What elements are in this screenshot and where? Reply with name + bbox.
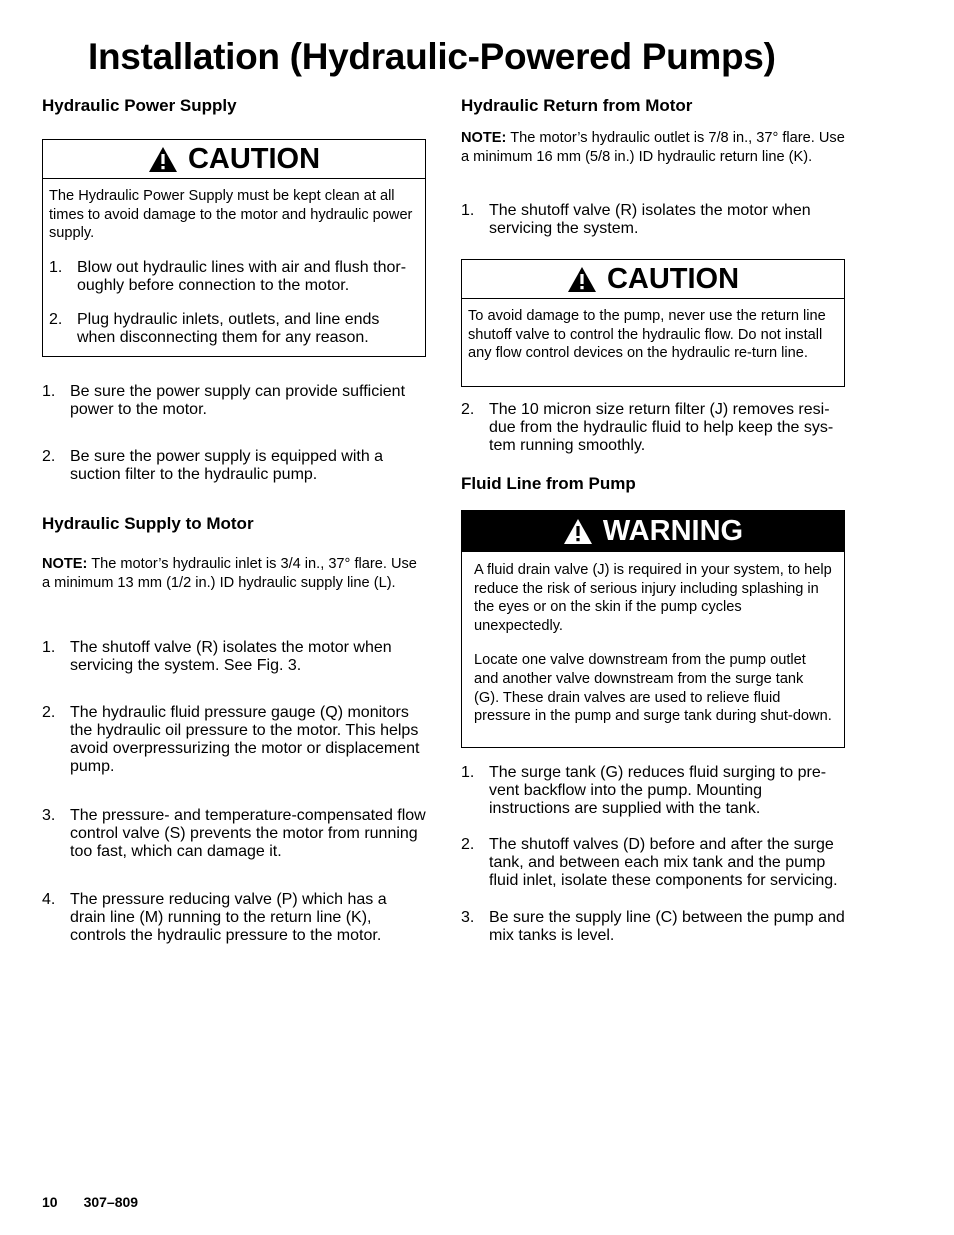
- section-heading-supply-to-motor: Hydraulic Supply to Motor: [42, 514, 254, 533]
- list-item-return-2: 2. The 10 micron size return filter (J) removes resi-due from the hydraulic fluid to help keep the sys-tem running smoothly.: [461, 401, 834, 454]
- note-return: NOTE: The motor’s hydraulic outlet is 7/8 in., 37° flare. Use a minimum 16 mm (5/8 in.) ID hydraulic return line (K).: [461, 130, 845, 165]
- section-heading-power-supply: Hydraulic Power Supply: [42, 96, 237, 115]
- page-number: 10: [42, 1194, 58, 1210]
- list-item-motor-4: 4. The pressure reducing valve (P) which has a drain line (M) running to the return line (K), controls the hydraulic pressure to the motor.: [42, 891, 387, 944]
- list-item-fluid-3: 3. Be sure the supply line (C) between the pump and mix tanks is level.: [461, 909, 845, 944]
- warning-header: [462, 511, 844, 552]
- list-item-power-2: 2. Be sure the power supply is equipped with a suction filter to the hydraulic pump.: [42, 448, 384, 483]
- warning-triangle-icon: [567, 266, 597, 293]
- caution-header: [462, 260, 844, 299]
- caution-body: [43, 179, 425, 351]
- list-item-motor-2: 2. The hydraulic fluid pressure gauge (Q) monitors the hydraulic oil pressure to the motor. This helps avoid overpressurizing the motor or displacement pump.: [42, 704, 420, 775]
- list-item-motor-3: 3. The pressure- and temperature-compensated flow control valve (S) prevents the motor from running too fast, which can damage it.: [42, 807, 426, 860]
- list-item-return-1: 1. The shutoff valve (R) isolates the motor when servicing the system.: [461, 202, 811, 237]
- page-title: Installation (Hydraulic-Powered Pumps): [88, 36, 776, 77]
- list-item-fluid-1: 1. The surge tank (G) reduces fluid surging to pre-vent backflow into the pump. Mounting instructions are supplied with the tank.: [461, 764, 827, 817]
- warning-paragraph-2: Locate one valve downstream from the pump outlet and another valve downstream from the surge tank (G). These drain valves are used to relieve fluid pressure in the pump and surge tank during shut-down.: [474, 652, 832, 725]
- caution-text: To avoid damage to the pump, never use the return line shutoff valve to control the hydraulic flow. Do not install any flow control devices on the hydraulic re-turn line.: [468, 308, 826, 362]
- document-number: 307–809: [83, 1194, 139, 1210]
- caution-label: CAUTION: [187, 142, 321, 175]
- caution-header: [43, 140, 425, 179]
- warning-triangle-icon: [563, 518, 593, 545]
- caution-box-return: [461, 259, 845, 387]
- section-heading-return: Hydraulic Return from Motor: [461, 96, 693, 115]
- list-item-motor-1: 1. The shutoff valve (R) isolates the motor when servicing the system. See Fig. 3.: [42, 639, 392, 674]
- warning-box-fluid-line: [461, 510, 845, 748]
- warning-triangle-icon: [148, 146, 178, 173]
- caution-box-power-supply: [42, 139, 426, 357]
- caution-list-item: 2. Plug hydraulic inlets, outlets, and line ends when disconnecting them for any reason.: [49, 310, 380, 346]
- note-supply-to-motor: NOTE: The motor’s hydraulic inlet is 3/4 in., 37° flare. Use a minimum 13 mm (1/2 in.) ID hydraulic supply line (L).: [42, 556, 417, 591]
- caution-intro: The Hydraulic Power Supply must be kept clean at all times to avoid damage to the motor and hydraulic power supply.: [49, 188, 413, 242]
- warning-label: WARNING: [602, 514, 744, 547]
- warning-paragraph-1: A fluid drain valve (J) is required in your system, to help reduce the risk of serious injury including splashing in the eyes or on the skin if the pump cycles unexpectedly.: [474, 562, 832, 634]
- caution-list-item: 1. Blow out hydraulic lines with air and flush thor-oughly before connection to the motor.: [49, 258, 407, 294]
- list-item-power-1: 1. Be sure the power supply can provide sufficient power to the motor.: [42, 383, 406, 418]
- section-heading-fluid-line: Fluid Line from Pump: [461, 474, 636, 493]
- page-footer: [42, 1194, 164, 1210]
- caution-label: CAUTION: [606, 262, 740, 295]
- caution-body: [462, 299, 844, 367]
- warning-body: [462, 552, 844, 730]
- list-item-fluid-2: 2. The shutoff valves (D) before and after the surge tank, and between each mix tank and the pump fluid inlet, isolate these components for servicing.: [461, 836, 838, 889]
